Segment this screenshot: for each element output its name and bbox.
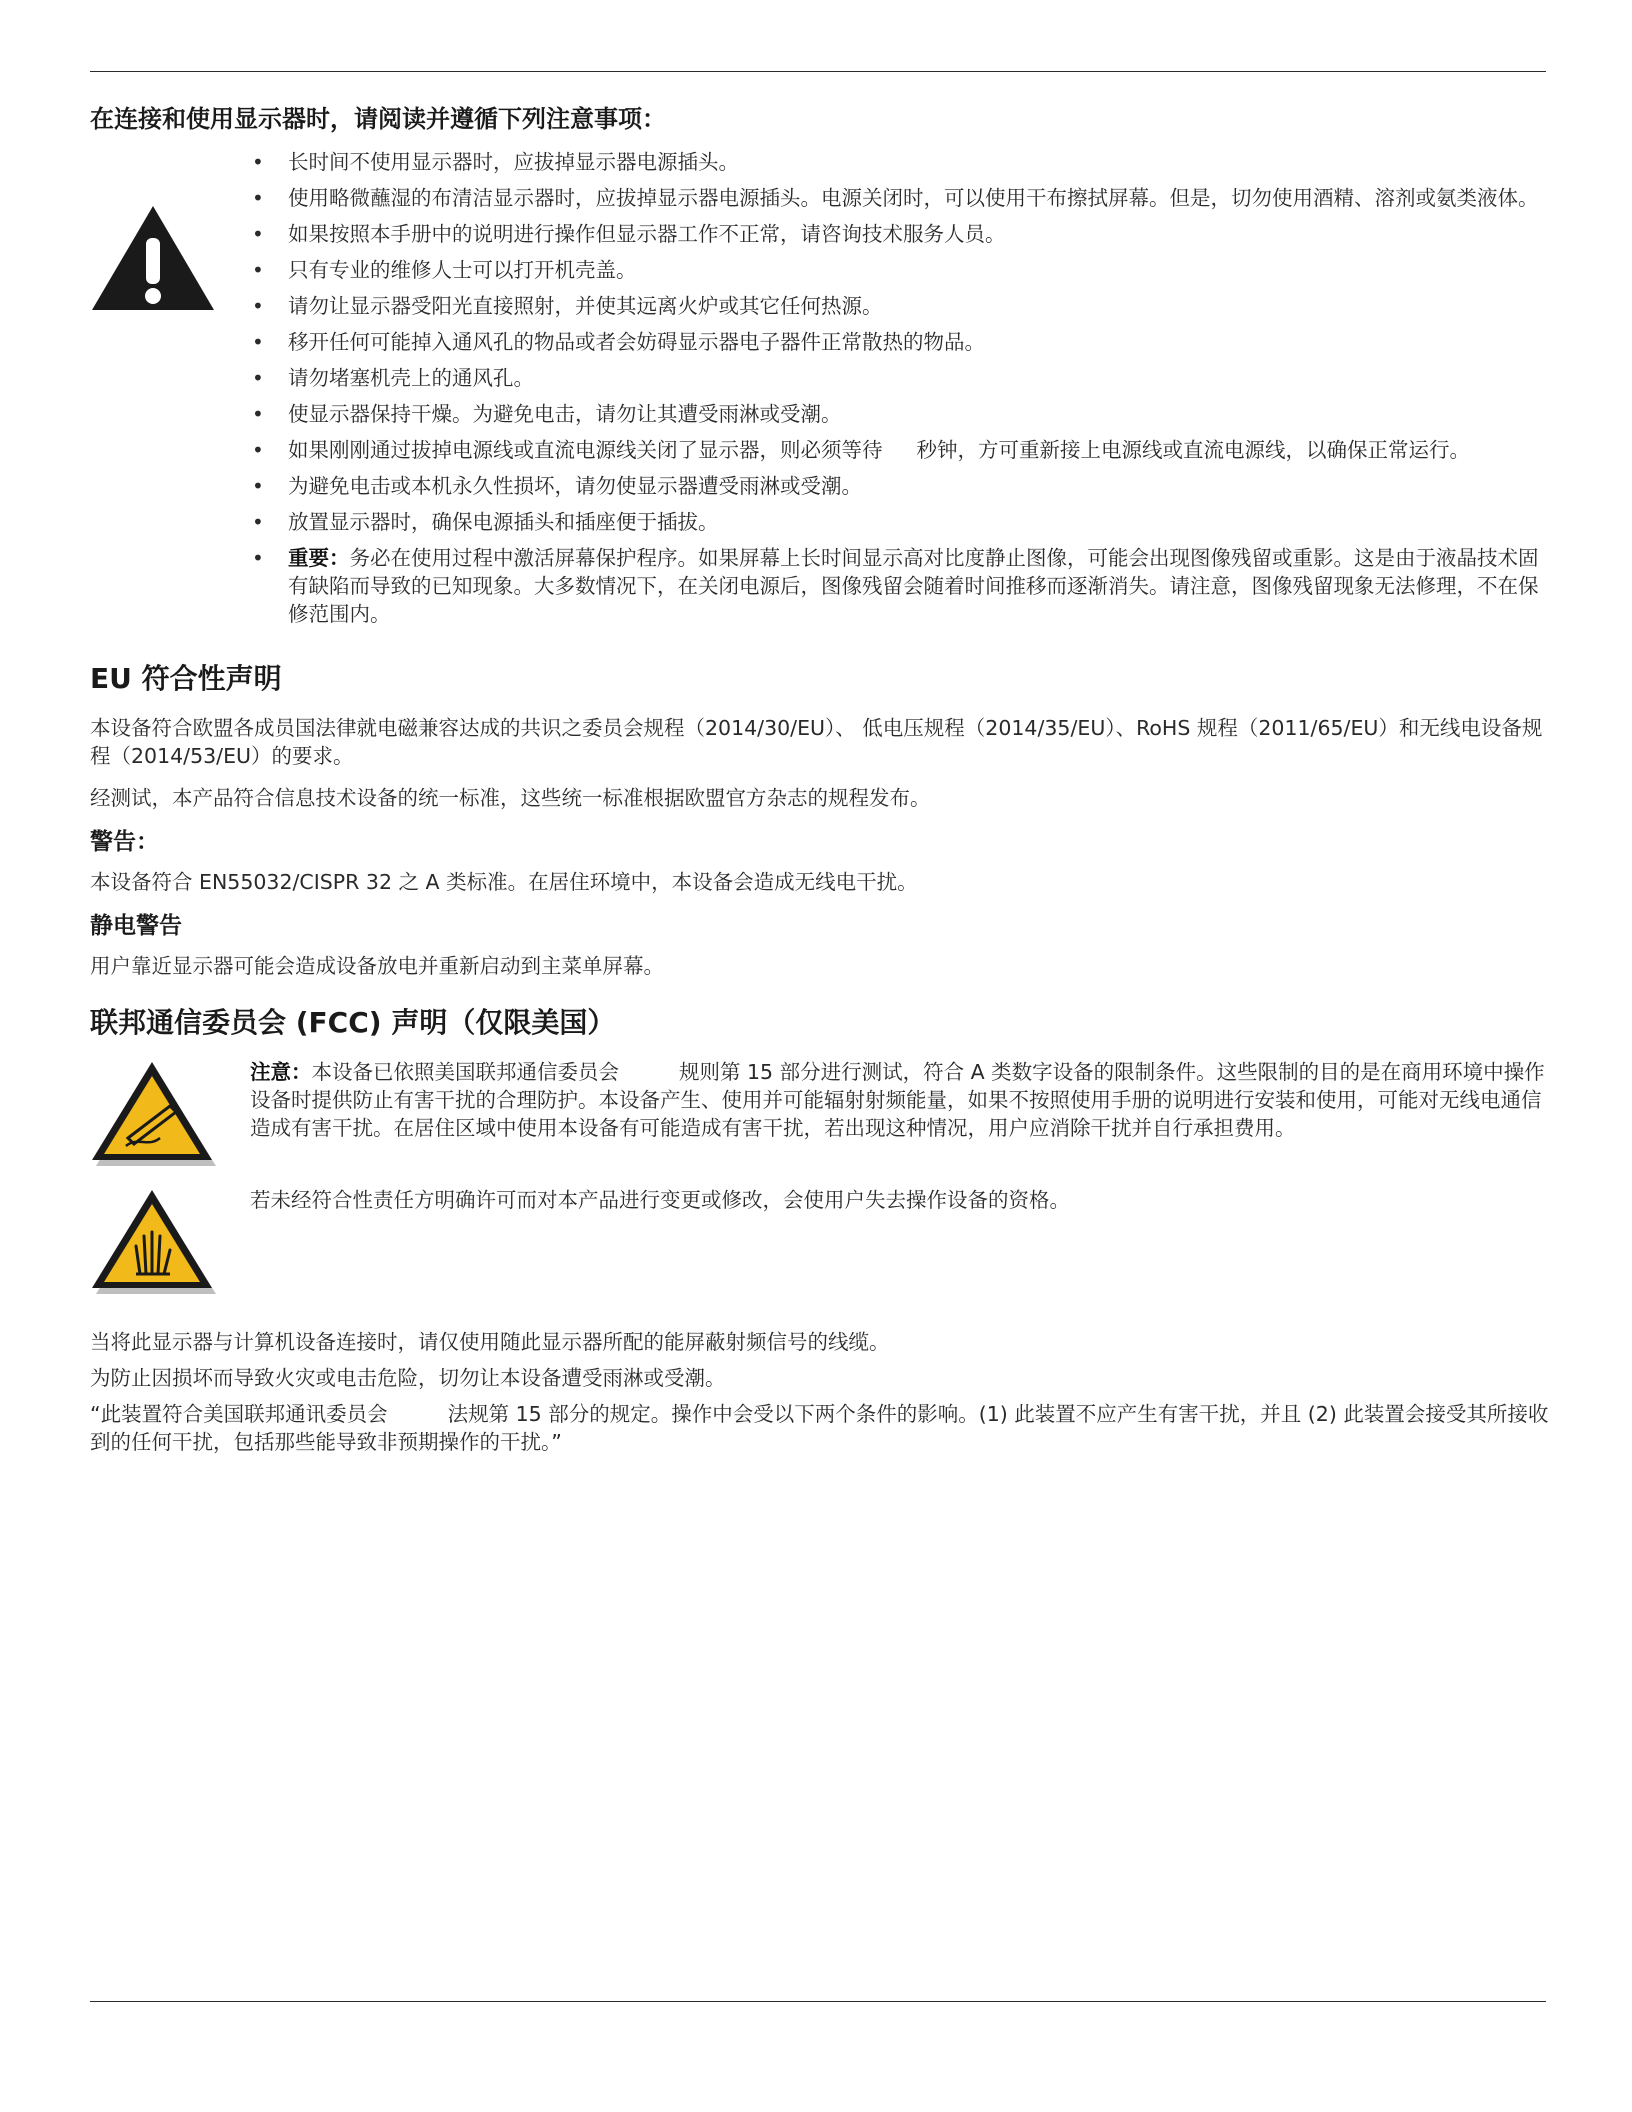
precautions-heading: 在连接和使用显示器时，请阅读并遵循下列注意事项： [90, 105, 666, 133]
fcc-quote [90, 1400, 1550, 1456]
wait-text-b: 秒钟，方可重新接上电源线或直流电源线，以确保正常运行。 [916, 438, 1470, 462]
quote-text-b: 法规第 15 部分的规定。操作中会受以下两个条件的影响。(1) 此装置不应产生有害干扰，并且 (2) 此装置会接受其所接收到的任何干扰，包括那些能导致非预期操作的干扰。” [90, 1402, 1549, 1454]
important-label: 重要： [288, 546, 350, 570]
fcc-fire-text: 为防止因损坏而导致火灾或电击危险，切勿让本设备遭受雨淋或受潮。 [90, 1366, 726, 1390]
fcc-modify-block [90, 1186, 1550, 1302]
fcc-heading: 联邦通信委员会 (FCC) 声明（仅限美国） [90, 1006, 616, 1039]
list-item: • 为避免电击或本机永久性损坏，请勿使显示器遭受雨淋或受潮。 [250, 472, 1550, 500]
note-text-a: 本设备已依照美国联邦通信委员会 [311, 1060, 619, 1084]
page-content [90, 102, 1550, 1470]
fcc-note-text [250, 1058, 1550, 1174]
important-text: 务必在使用过程中激活屏幕保护程序。如果屏幕上长时间显示高对比度静止图像，可能会出现图像残留或重影。这是由于液晶技术固有缺陷而导致的已知现象。大多数情况下，在关闭电源后，图像残留会随着时间推移而逐渐消失。请注意，图像残留现象无法修理，不在保修范围内。 [288, 546, 1539, 626]
eu-para-1: 本设备符合欧盟各成员国法律就电磁兼容达成的共识之委员会规程（2014/30/EU）、 低电压规程（2014/35/EU）、RoHS 规程（2011/65/EU）和无线电设备规程（2014/53/EU）的要求。 [90, 716, 1543, 768]
note-label: 注意： [250, 1060, 312, 1084]
quote-text-a: “此装置符合美国联邦通讯委员会 [90, 1402, 388, 1426]
list-item [250, 436, 1550, 464]
eu-heading: EU 符合性声明 [90, 662, 282, 695]
list-item [250, 544, 1550, 628]
list-item: • 使显示器保持干燥。为避免电击，请勿让其遭受雨淋或受潮。 [250, 400, 1550, 428]
fcc-note-block [90, 1058, 1550, 1174]
precautions-section [90, 148, 1550, 636]
list-item: • 如果按照本手册中的说明进行操作但显示器工作不正常，请咨询技术服务人员。 [250, 220, 1550, 248]
list-item: • 放置显示器时，确保电源插头和插座便于插拔。 [250, 508, 1550, 536]
esd-text: 用户靠近显示器可能会造成设备放电并重新启动到主菜单屏幕。 [90, 954, 664, 978]
warning-text: 本设备符合 EN55032/CISPR 32 之 A 类标准。在居住环境中，本设备会造成无线电干扰。 [90, 870, 918, 894]
note-text-b: 规则第 15 部分进行测试，符合 A 类数字设备的限制条件。这些限制的目的是在商用环境中操作设备时提供防止有害干扰的合理防护。本设备产生、使用并可能辐射射频能量，如果不按照使用手册的说明进行安装和使用，可能对无线电通信造成有害干扰。在居住区域中使用本设备有可能造成有害干扰，若出现这种情况，用户应消除干扰并自行承担费用。 [250, 1060, 1545, 1140]
list-item: • 请勿让显示器受阳光直接照射，并使其远离火炉或其它任何热源。 [250, 292, 1550, 320]
fcc-hand-icon [90, 1186, 250, 1302]
top-rule [90, 71, 1546, 72]
list-item: • 长时间不使用显示器时，应拔掉显示器电源插头。 [250, 148, 1550, 176]
fcc-cable-text: 当将此显示器与计算机设备连接时，请仅使用随此显示器所配的能屏蔽射频信号的线缆。 [90, 1330, 890, 1354]
fcc-note-icon [90, 1058, 250, 1174]
wait-text-a: 如果刚刚通过拔掉电源线或直流电源线关闭了显示器，则必须等待 [288, 438, 883, 462]
eu-para-2: 经测试，本产品符合信息技术设备的统一标准，这些统一标准根据欧盟官方杂志的规程发布。 [90, 786, 931, 810]
list-item: • 使用略微蘸湿的布清洁显示器时，应拔掉显示器电源插头。电源关闭时，可以使用干布擦拭屏幕。但是，切勿使用酒精、溶剂或氨类液体。 [250, 184, 1550, 212]
list-item: • 移开任何可能掉入通风孔的物品或者会妨碍显示器电子器件正常散热的物品。 [250, 328, 1550, 356]
list-item: • 只有专业的维修人士可以打开机壳盖。 [250, 256, 1550, 284]
esd-heading: 静电警告 [90, 913, 182, 939]
warning-heading: 警告： [90, 829, 159, 855]
precautions-list [250, 148, 1550, 636]
bottom-rule [90, 2001, 1546, 2002]
warning-triangle-icon [90, 148, 250, 636]
list-item: • 请勿堵塞机壳上的通风孔。 [250, 364, 1550, 392]
fcc-modify-text: 若未经符合性责任方明确许可而对本产品进行变更或修改，会使用户失去操作设备的资格。 [250, 1188, 1070, 1212]
